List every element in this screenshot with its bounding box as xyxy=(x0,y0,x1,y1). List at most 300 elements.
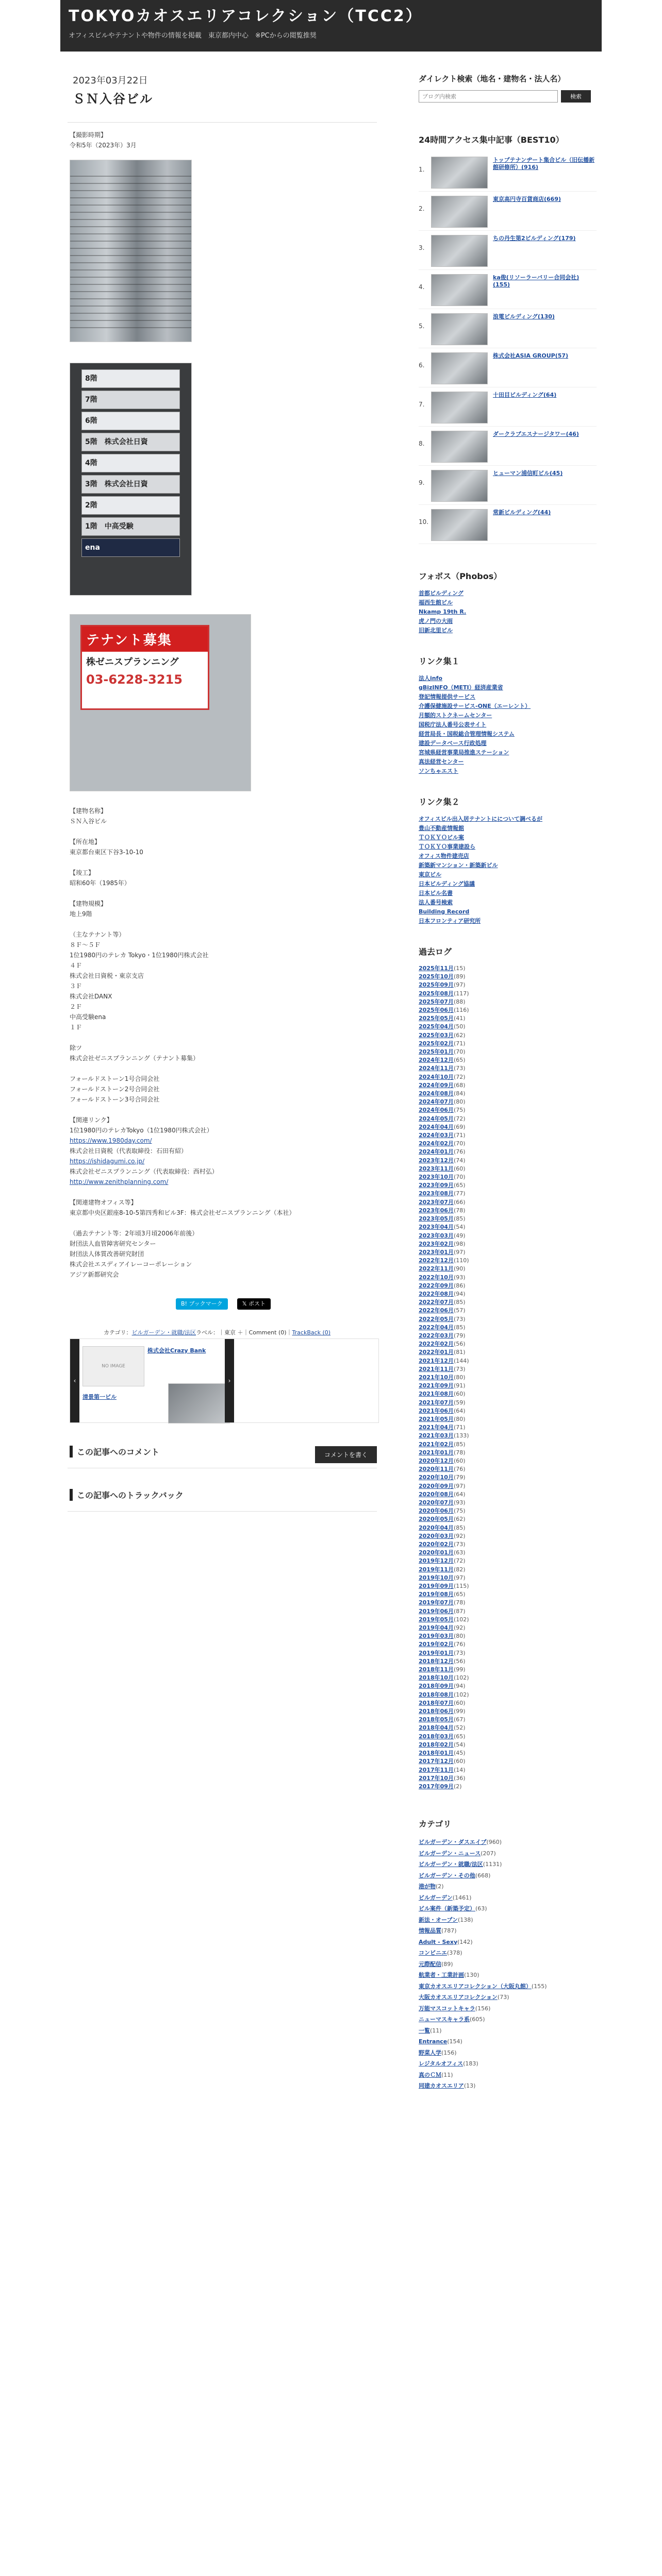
archive-count: (85) xyxy=(453,1324,466,1331)
archive-link[interactable]: 2024年08月 xyxy=(419,1090,454,1097)
category-link[interactable]: 新法・オープン xyxy=(419,1916,458,1923)
archive-count: (60) xyxy=(453,1391,466,1398)
ranking-thumbnail[interactable] xyxy=(431,235,488,267)
archive-link[interactable]: 2023年01月 xyxy=(419,1248,454,1256)
related-link-zenith[interactable]: http://www.zenithplanning.com/ xyxy=(70,1178,169,1185)
links1-link[interactable]: 建設データベース行政処理 xyxy=(419,740,487,747)
archive-link[interactable]: 2019年07月 xyxy=(419,1599,454,1606)
category-link[interactable]: 真のＣＭ xyxy=(419,2071,441,2078)
ranking-item[interactable] xyxy=(419,231,597,270)
archive-link[interactable]: 2023年03月 xyxy=(419,1232,454,1239)
links1-link[interactable]: ソンちゃエスト xyxy=(419,768,458,774)
archive-link[interactable]: 2020年01月 xyxy=(419,1549,454,1556)
archive-item xyxy=(419,1607,597,1616)
links2-link[interactable]: ＴＯＫＹＯビル案 xyxy=(419,834,464,841)
archive-count: (80) xyxy=(453,1415,466,1422)
archive-link[interactable]: 2018年06月 xyxy=(419,1708,454,1715)
archive-link[interactable]: 2019年08月 xyxy=(419,1591,454,1598)
archive-link[interactable]: 2020年12月 xyxy=(419,1457,454,1464)
links1-link[interactable]: 介護保健施設サービス-ONE（エーレント） xyxy=(419,703,531,709)
category-link[interactable]: 大阪カオスエリアコレクション xyxy=(419,1994,498,2001)
category-link[interactable]: ビルガーデン xyxy=(419,1894,453,1901)
archive-link[interactable]: 2025年02月 xyxy=(419,1040,454,1047)
prev-post-thumbnail[interactable]: NO IMAGE xyxy=(82,1346,144,1386)
archive-count: (64) xyxy=(453,1490,466,1498)
archive-link[interactable]: 2022年11月 xyxy=(419,1265,454,1273)
archive-link[interactable]: 2018年03月 xyxy=(419,1733,454,1740)
archive-link[interactable]: 2018年08月 xyxy=(419,1691,454,1698)
archive-link[interactable]: 2022年12月 xyxy=(419,1257,454,1264)
archive-item xyxy=(419,1699,597,1707)
archive-item xyxy=(419,1524,597,1532)
archive-link[interactable]: 2018年05月 xyxy=(419,1716,454,1723)
archive-link[interactable]: 2023年06月 xyxy=(419,1207,454,1214)
archive-link[interactable]: 2021年06月 xyxy=(419,1407,454,1414)
archive-item xyxy=(419,1190,597,1198)
archive-link[interactable]: 2017年09月 xyxy=(419,1783,454,1790)
category-link[interactable]: 情報品質 xyxy=(419,1927,441,1935)
related-links-heading: 【関連リンク】 xyxy=(70,1116,113,1124)
archive-link[interactable]: 2021年09月 xyxy=(419,1382,454,1389)
links2-link[interactable]: オフィス物件建売店 xyxy=(419,853,469,859)
site-title[interactable]: TOKYOカオスエリアコレクション（TCC2） xyxy=(69,7,423,25)
archive-link[interactable]: 2021年12月 xyxy=(419,1357,454,1364)
fotos-link[interactable]: 福西生館ビル xyxy=(419,599,453,606)
ranking-title-link[interactable]: トップテナンヂート集合ビル（旧伝播新館研修所）(916) xyxy=(493,157,595,171)
links2-link[interactable]: 豊山不動産情報館 xyxy=(419,825,464,832)
ranking-thumbnail[interactable] xyxy=(431,392,488,423)
divider xyxy=(68,122,377,123)
next-post-link[interactable]: 清景第一ビル xyxy=(82,1394,117,1400)
category-item xyxy=(419,1981,597,1992)
floor-directory-photo[interactable] xyxy=(70,363,192,596)
archive-link[interactable]: 2020年05月 xyxy=(419,1516,454,1523)
prev-post-link[interactable]: 株式会社Crazy Bank xyxy=(147,1347,206,1354)
archive-item xyxy=(419,1507,597,1515)
category-link[interactable]: 万能マスコットキャラ xyxy=(419,2005,475,2012)
floor-sign-row: 4階 xyxy=(81,454,180,472)
archive-link[interactable]: 2024年06月 xyxy=(419,1107,454,1114)
ranking-thumbnail[interactable] xyxy=(431,157,488,189)
archive-link[interactable]: 2018年04月 xyxy=(419,1724,454,1732)
ranking-item[interactable] xyxy=(419,387,597,427)
archive-item xyxy=(419,1232,597,1240)
archive-count: (62) xyxy=(453,1516,466,1523)
archive-link[interactable]: 2020年02月 xyxy=(419,1541,454,1548)
category-link[interactable]: 航業者・工業計画 xyxy=(419,1972,464,1979)
prev-post-arrow[interactable]: ‹ xyxy=(70,1339,79,1422)
fotos-box xyxy=(419,570,597,635)
window-line xyxy=(70,219,191,220)
archive-item xyxy=(419,1056,597,1064)
links2-link[interactable]: 東京ビル xyxy=(419,871,441,878)
fotos-link[interactable]: 首都ビルディング xyxy=(419,590,464,597)
ranking-title-link[interactable]: ヒューマン浦信町ビル(45) xyxy=(493,470,563,477)
links1-title: リンク集１ xyxy=(419,656,460,666)
category-item xyxy=(419,1859,597,1870)
links2-link[interactable]: ＴＯＫＹＯ事業建設ら xyxy=(419,843,475,850)
archive-link[interactable]: 2021年10月 xyxy=(419,1374,454,1381)
archive-link[interactable]: 2021年11月 xyxy=(419,1365,454,1372)
archive-link[interactable]: 2024年03月 xyxy=(419,1132,454,1139)
category-link[interactable]: 東京カオスエリアコレクション（大阪丸館） xyxy=(419,1982,532,1990)
links1-link[interactable]: 登記情報提供サービス xyxy=(419,693,475,700)
links2-link[interactable]: 日本ビル名書 xyxy=(419,890,453,896)
archive-count: (50) xyxy=(453,1023,466,1030)
archive-link[interactable]: 2019年02月 xyxy=(419,1641,454,1648)
archive-item xyxy=(419,1207,597,1215)
archive-item xyxy=(419,1090,597,1098)
archive-link[interactable]: 2022年08月 xyxy=(419,1290,454,1297)
building-photo[interactable] xyxy=(70,160,192,342)
archive-link[interactable]: 2022年07月 xyxy=(419,1299,454,1306)
archive-link[interactable]: 2022年06月 xyxy=(419,1307,454,1314)
links1-link[interactable]: 法人info xyxy=(419,675,442,682)
archive-link[interactable]: 2017年12月 xyxy=(419,1758,454,1765)
archive-item xyxy=(419,1165,597,1173)
category-count: (142) xyxy=(457,1938,473,1945)
archive-item xyxy=(419,1783,597,1791)
ranking-thumbnail[interactable] xyxy=(431,352,488,384)
archive-link[interactable]: 2022年10月 xyxy=(419,1274,454,1281)
related-link-1980day[interactable]: https://www.1980day.com/ xyxy=(70,1137,152,1144)
category-link[interactable]: 元際配信 xyxy=(419,1960,441,1968)
category-link[interactable]: ビルガーデン・ニュース xyxy=(419,1850,481,1857)
archive-count: (57) xyxy=(453,1307,466,1314)
archive-item xyxy=(419,1549,597,1557)
links2-link[interactable]: オフィスビル出入居テナントにについて調べるが xyxy=(419,816,543,822)
archive-item xyxy=(419,1649,597,1657)
archive-link[interactable]: 2019年12月 xyxy=(419,1557,454,1565)
archive-count: (85) xyxy=(453,1299,466,1306)
ranking-item[interactable] xyxy=(419,348,597,387)
archive-link[interactable]: 2025年03月 xyxy=(419,1031,454,1039)
archive-count: (84) xyxy=(453,1090,466,1097)
category-count: (183) xyxy=(463,2060,478,2067)
links1-link[interactable]: 月額的ストクネームセンター xyxy=(419,712,492,719)
archive-count: (90) xyxy=(453,1265,466,1273)
tenant-sign-photo[interactable] xyxy=(70,614,251,791)
ranking-thumbnail[interactable] xyxy=(431,509,488,541)
next-post-arrow[interactable]: › xyxy=(225,1339,234,1422)
archive-link[interactable]: 2024年04月 xyxy=(419,1123,454,1130)
category-item xyxy=(419,1959,597,1970)
category-count: (787) xyxy=(441,1927,457,1935)
fotos-link[interactable]: Nkamp 19th R. xyxy=(419,608,467,615)
archive-link[interactable]: 2023年02月 xyxy=(419,1240,454,1247)
archive-link[interactable]: 2025年09月 xyxy=(419,981,454,989)
archive-item xyxy=(419,1566,597,1574)
category-link[interactable]: ビルガーデン・その他 xyxy=(419,1872,475,1879)
fotos-list xyxy=(419,589,597,635)
ranking-item[interactable] xyxy=(419,152,597,192)
archive-link[interactable]: 2023年07月 xyxy=(419,1198,454,1206)
ranking-item[interactable] xyxy=(419,309,597,348)
archive-link[interactable]: 2023年05月 xyxy=(419,1215,454,1223)
archive-link[interactable]: 2025年10月 xyxy=(419,973,454,980)
links2-link[interactable]: 日本フロンティア研究所 xyxy=(419,918,481,924)
search-input[interactable] xyxy=(419,90,558,103)
ranking-thumbnail[interactable] xyxy=(431,313,488,345)
archive-link[interactable]: 2017年10月 xyxy=(419,1774,454,1782)
category-link[interactable]: レジタルオフィス xyxy=(419,2060,464,2067)
category-link[interactable]: Entrance xyxy=(419,2038,448,2045)
fotos-link[interactable]: 旧新北里ビル xyxy=(419,627,453,634)
archive-item xyxy=(419,964,597,973)
archive-link[interactable]: 2018年09月 xyxy=(419,1683,454,1690)
ranking-thumbnail[interactable] xyxy=(431,431,488,463)
ranking-number: 8. xyxy=(419,440,425,447)
archive-count: (65) xyxy=(453,1057,466,1064)
ranking-title-link[interactable]: 東京高円寺百貨商店(669) xyxy=(493,196,561,202)
archive-item xyxy=(419,1465,597,1473)
links1-link[interactable]: 宮城県経営事業局推進ステーション xyxy=(419,749,509,756)
archive-link[interactable]: 2025年01月 xyxy=(419,1048,454,1056)
archive-link[interactable]: 2024年07月 xyxy=(419,1098,454,1106)
archive-link[interactable]: 2018年01月 xyxy=(419,1750,454,1757)
floor-sign-row: 3階 株式会社日資 xyxy=(81,475,180,494)
archive-link[interactable]: 2023年10月 xyxy=(419,1174,454,1181)
archive-link[interactable]: 2022年02月 xyxy=(419,1341,454,1348)
window-line xyxy=(70,306,191,307)
archive-link[interactable]: 2024年01月 xyxy=(419,1148,454,1156)
archive-link[interactable]: 2019年04月 xyxy=(419,1624,454,1632)
archive-link[interactable]: 2019年09月 xyxy=(419,1583,454,1590)
category-count: (138) xyxy=(458,1916,473,1923)
category-item xyxy=(419,1992,597,2003)
archive-count: (97) xyxy=(453,1482,466,1489)
window-line xyxy=(70,241,191,242)
archive-link[interactable]: 2019年06月 xyxy=(419,1607,454,1615)
ranking-title-link[interactable]: 常新ビルディング(44) xyxy=(493,509,551,516)
archive-count: (70) xyxy=(453,1140,466,1147)
shooting-period-label: 【撮影時期】 xyxy=(70,131,107,139)
archive-link[interactable]: 2022年05月 xyxy=(419,1315,454,1323)
archive-link[interactable]: 2021年04月 xyxy=(419,1424,454,1431)
archive-link[interactable]: 2023年08月 xyxy=(419,1190,454,1197)
category-link[interactable]: ニューマスキャラ系 xyxy=(419,2016,470,2023)
category-link[interactable]: ビルガーデン・ダスエイプ xyxy=(419,1839,487,1846)
archive-link[interactable]: 2019年05月 xyxy=(419,1616,454,1623)
ranking-title-link[interactable]: ちの丹生第2ビルディング(179) xyxy=(493,235,576,242)
category-item xyxy=(419,1925,597,1937)
archive-link[interactable]: 2021年07月 xyxy=(419,1399,454,1406)
ranking-item[interactable] xyxy=(419,192,597,231)
archive-link[interactable]: 2020年09月 xyxy=(419,1482,454,1489)
ranking-title-link[interactable]: 株式会社ASIA GROUP(57) xyxy=(493,352,569,359)
archive-link[interactable]: 2020年08月 xyxy=(419,1490,454,1498)
hatena-bookmark-button[interactable]: B! ブックマーク xyxy=(176,1298,228,1310)
archive-link[interactable]: 2025年06月 xyxy=(419,1007,454,1014)
archive-link[interactable]: 2025年07月 xyxy=(419,998,454,1005)
category-link[interactable]: ビルガーデン・就職/法区 xyxy=(131,1329,196,1336)
archive-count: (87) xyxy=(453,1607,466,1615)
archive-item xyxy=(419,1248,597,1257)
ranking-item[interactable] xyxy=(419,270,597,309)
archive-item xyxy=(419,1181,597,1190)
archive-item xyxy=(419,1098,597,1106)
archive-link[interactable]: 2023年12月 xyxy=(419,1157,454,1164)
write-comment-button[interactable]: コメントを書く xyxy=(315,1446,377,1463)
archive-count: (65) xyxy=(453,1733,466,1740)
archive-item xyxy=(419,1640,597,1649)
ranking-item[interactable] xyxy=(419,427,597,466)
links1-link[interactable]: 国税庁法人番号公表サイト xyxy=(419,721,487,728)
archive-item xyxy=(419,1081,597,1090)
trackback-link[interactable]: TrackBack (0) xyxy=(292,1329,331,1336)
related-link-ishidagumi[interactable]: https://ishidagumi.co.jp/ xyxy=(70,1158,145,1165)
archive-link[interactable]: 2019年11月 xyxy=(419,1566,454,1573)
archive-link[interactable]: 2020年06月 xyxy=(419,1507,454,1515)
archive-link[interactable]: 2025年04月 xyxy=(419,1023,454,1030)
archive-link[interactable]: 2024年09月 xyxy=(419,1081,454,1089)
ranking-number: 2. xyxy=(419,205,425,212)
links2-link[interactable]: 日本ビルディング協議 xyxy=(419,880,475,887)
category-count: (207) xyxy=(481,1850,496,1857)
archive-count: (99) xyxy=(453,1666,466,1673)
archive-count: (2) xyxy=(453,1783,462,1790)
archive-link[interactable]: 2019年03月 xyxy=(419,1633,454,1640)
archive-count: (80) xyxy=(453,1098,466,1106)
floor-directory-image xyxy=(70,363,191,595)
next-post-thumbnail[interactable] xyxy=(168,1383,230,1423)
archive-item xyxy=(419,1390,597,1398)
category-count: (63) xyxy=(475,1905,487,1912)
archive-link[interactable]: 2021年03月 xyxy=(419,1432,454,1439)
window-line xyxy=(70,248,191,249)
archive-link[interactable]: 2020年07月 xyxy=(419,1499,454,1506)
tweet-button[interactable]: 𝕏 ポスト xyxy=(237,1298,271,1310)
archive-count: (76) xyxy=(453,1466,466,1473)
category-mid: ラベル：｜東京 ＋｜Comment (0)｜ xyxy=(196,1329,292,1336)
archive-link[interactable]: 2019年10月 xyxy=(419,1574,454,1581)
archive-item xyxy=(419,1040,597,1048)
archive-link[interactable]: 2021年05月 xyxy=(419,1415,454,1422)
category-link[interactable]: 港が物 xyxy=(419,1883,436,1890)
window-line xyxy=(70,212,191,213)
archive-count: (72) xyxy=(453,1073,466,1080)
category-item xyxy=(419,2080,597,2092)
links1-link[interactable]: 真法経営センター xyxy=(419,758,464,765)
archive-link[interactable]: 2018年10月 xyxy=(419,1674,454,1682)
links2-link[interactable]: 法人番号検索 xyxy=(419,899,453,906)
archive-link[interactable]: 2021年01月 xyxy=(419,1449,454,1456)
archive-link[interactable]: 2021年02月 xyxy=(419,1440,454,1448)
archive-link[interactable]: 2022年01月 xyxy=(419,1349,454,1356)
category-link[interactable]: 野菜人学 xyxy=(419,2049,441,2056)
archive-link[interactable]: 2020年10月 xyxy=(419,1474,454,1481)
archive-link[interactable]: 2025年08月 xyxy=(419,990,454,997)
archive-link[interactable]: 2024年10月 xyxy=(419,1073,454,1080)
archive-link[interactable]: 2022年04月 xyxy=(419,1324,454,1331)
category-link[interactable]: Adult - Sexy xyxy=(419,1938,458,1945)
archive-link[interactable]: 2023年04月 xyxy=(419,1224,454,1231)
links1-link[interactable]: 経営局長・国税総合管理情報システム xyxy=(419,731,515,737)
archive-count: (85) xyxy=(453,1524,466,1531)
archive-count: (71) xyxy=(453,1040,466,1047)
archive-link[interactable]: 2024年11月 xyxy=(419,1065,454,1072)
sidebar xyxy=(419,73,597,2111)
archive-link[interactable]: 2024年12月 xyxy=(419,1057,454,1064)
archive-item xyxy=(419,1290,597,1298)
archive-link[interactable]: 2020年11月 xyxy=(419,1466,454,1473)
archive-count: (14) xyxy=(453,1766,466,1773)
archive-count: (94) xyxy=(453,1290,466,1297)
archive-link[interactable]: 2024年05月 xyxy=(419,1115,454,1122)
archive-item xyxy=(419,1749,597,1757)
archive-link[interactable]: 2017年11月 xyxy=(419,1766,454,1773)
category-item xyxy=(419,1947,597,1959)
archive-count: (45) xyxy=(453,1750,466,1757)
category-item xyxy=(419,1892,597,1904)
category-prefix: カテゴリ： xyxy=(104,1329,132,1336)
tenant-banner xyxy=(80,625,209,710)
archive-link[interactable]: 2020年04月 xyxy=(419,1524,454,1531)
category-link[interactable]: ビル案件（新築予定） xyxy=(419,1905,475,1912)
archive-link[interactable]: 2019年01月 xyxy=(419,1649,454,1656)
floor-sign-row: 1階 中高受験 xyxy=(81,517,180,536)
archive-list xyxy=(419,964,597,1791)
archive-count: (67) xyxy=(453,1716,466,1723)
ranking-title-link[interactable]: 十田目ビルディング(64) xyxy=(493,392,557,398)
ranking-number: 7. xyxy=(419,401,425,408)
floor-sign-row: 8階 xyxy=(81,369,180,388)
tenant-banner-heading: テナント募集 xyxy=(82,626,208,652)
archive-link[interactable]: 2018年02月 xyxy=(419,1741,454,1748)
archive-link[interactable]: 2018年11月 xyxy=(419,1666,454,1673)
archive-link[interactable]: 2023年11月 xyxy=(419,1165,454,1172)
archive-count: (75) xyxy=(453,1107,466,1114)
ranking-item[interactable] xyxy=(419,466,597,505)
category-link[interactable]: 同建カオスエリア xyxy=(419,2082,464,2090)
links2-link[interactable]: 新築新マンション・新築新ビル xyxy=(419,862,498,869)
category-link[interactable]: 一覧 xyxy=(419,2027,430,2034)
archive-item xyxy=(419,1407,597,1415)
archive-count: (73) xyxy=(453,1649,466,1656)
post-date: 2023年03月22日 xyxy=(73,75,148,86)
archive-item xyxy=(419,1315,597,1324)
search-button[interactable]: 検索 xyxy=(561,90,591,103)
category-link[interactable]: ビルガーデン・就職/法区 xyxy=(419,1861,483,1868)
ranking-item[interactable] xyxy=(419,505,597,544)
archive-link[interactable]: 2022年03月 xyxy=(419,1332,454,1339)
category-link[interactable]: コンビニエ xyxy=(419,1950,447,1957)
archive-link[interactable]: 2020年03月 xyxy=(419,1532,454,1539)
archive-item xyxy=(419,1691,597,1699)
ranking-title-link[interactable]: ka俊(リソーラーバリー合同会社)(155) xyxy=(493,274,580,288)
ranking-thumbnail[interactable] xyxy=(431,470,488,502)
fotos-link[interactable]: 虎ノ門の大雨 xyxy=(419,618,453,624)
ranking-title-link[interactable]: ダークラブエスナージタワー(46) xyxy=(493,431,579,437)
archive-link[interactable]: 2021年08月 xyxy=(419,1391,454,1398)
archive-link[interactable]: 2024年02月 xyxy=(419,1140,454,1147)
archive-link[interactable]: 2023年09月 xyxy=(419,1182,454,1189)
links2-link[interactable]: Building Record xyxy=(419,908,470,915)
ranking-thumbnail[interactable] xyxy=(431,196,488,228)
archive-count: (133) xyxy=(453,1432,469,1439)
archive-count: (94) xyxy=(453,1683,466,1690)
archive-link[interactable]: 2018年12月 xyxy=(419,1657,454,1665)
archive-link[interactable]: 2025年11月 xyxy=(419,965,454,972)
ranking-title-link[interactable]: 浪電ビルディング(130) xyxy=(493,313,555,320)
links1-link[interactable]: gBizINFO（METI）経済産業省 xyxy=(419,684,503,691)
archive-item xyxy=(419,1574,597,1582)
ranking-thumbnail[interactable] xyxy=(431,274,488,306)
archive-link[interactable]: 2025年05月 xyxy=(419,1015,454,1022)
archive-link[interactable]: 2018年07月 xyxy=(419,1699,454,1706)
archive-count: (102) xyxy=(453,1616,469,1623)
archive-link[interactable]: 2022年09月 xyxy=(419,1282,454,1289)
